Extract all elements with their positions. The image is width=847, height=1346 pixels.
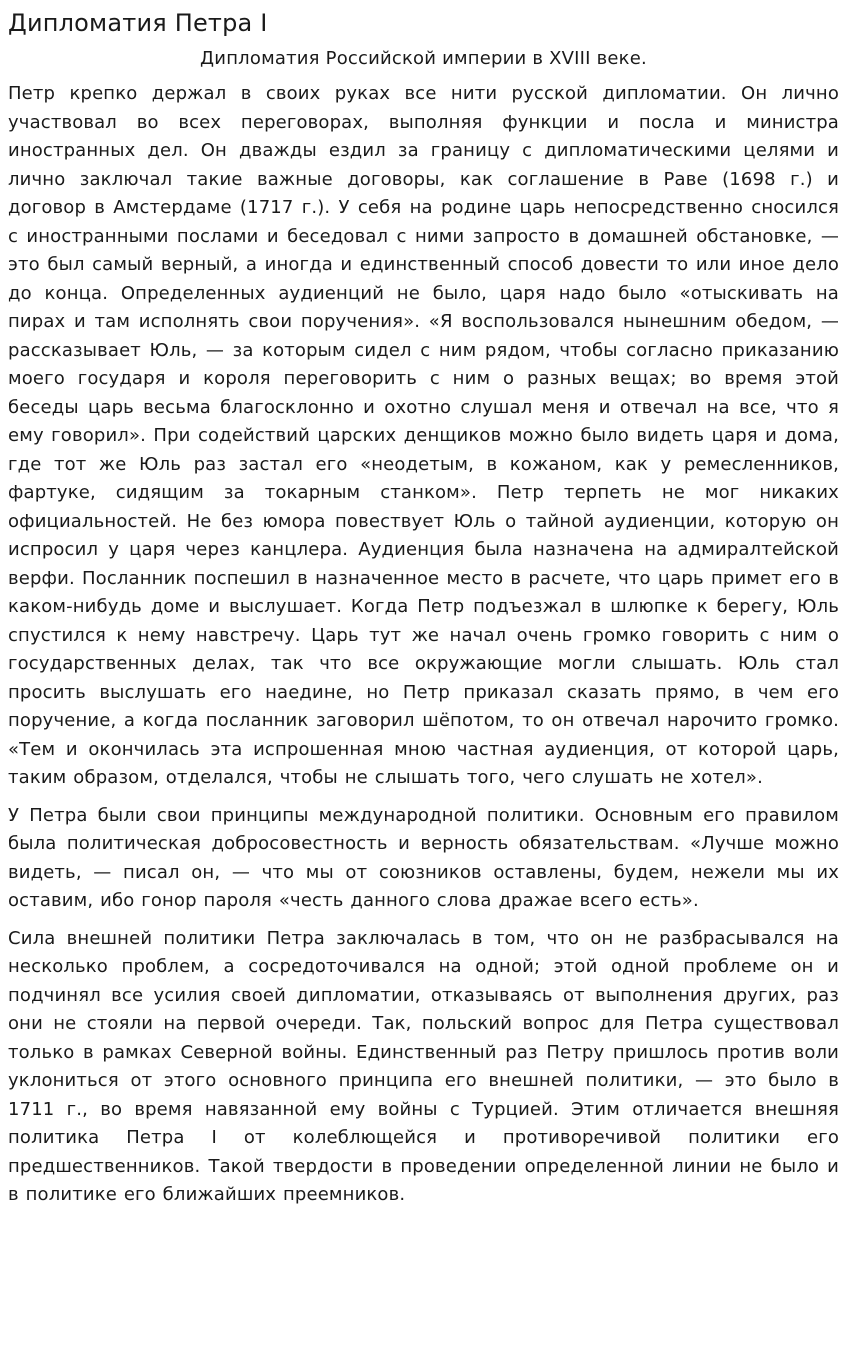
paragraph-2: У Петра были свои принципы международной политики. Основным его правилом была политическая добросовестность и верность обязательствам. «Лучше можно видеть, — писал он, — что мы от союзников оставлены, будем, нежели мы их оставим, ибо гонор пароля «честь данного слова дражае всего есть». (8, 804, 839, 911)
page-title: Дипломатия Петра I (8, 9, 268, 37)
paragraph-3: Сила внешней политики Петра заключалась в том, что он не разбрасывался на несколько проблем, а сосредоточивался на одной; этой одной проблеме он и подчинял все усилия своей дипломатии, отказываясь от выполнения других, раз они не стояли на первой очереди. Так, польский вопрос для Петра существовал только в рамках Северной войны. Единственный раз Петру пришлось против воли уклониться от этого основного принципа его внешней политики, — это было в 1711 г., во время навязанной ему войны с Турцией. Этим отличается внешняя политика Петра I от колеблющейся и противоречивой политики его предшественников. Такой твердости в проведении определенной линии не было и в политике его ближайших преемников. (8, 927, 839, 1205)
paragraph-1: Петр крепко держал в своих руках все нити русской дипломатии. Он лично участвовал во всех переговорах, выполняя функции и посла и министра иностранных дел. Он дважды ездил за границу с дипломатическими целями и лично заключал такие важные договоры, как соглашение в Раве (1698 г.) и договор в Амстердаме (1717 г.). У себя на родине царь непосредственно сносился с иностранными послами и беседовал с ними запросто в домашней обстановке, — это был самый верный, а иногда и единственный способ довести то или иное дело до конца. Определенных аудиенций не было, царя надо было «отыскивать на пирах и там исполнять свои поручения». «Я воспользовался нынешним обедом, — рассказывает Юль, — за которым сидел с ним рядом, чтобы согласно приказанию моего государя и короля переговорить с ним о разных вещах; во время этой беседы царь весьма благосклонно и охотно слушал меня и отвечал на все, что я ему говорил». При содействий царских денщиков можно было видеть царя и дома, где тот же Юль раз застал его «неодетым, в кожаном, как у ремесленников, фартуке, сидящим за токарным станком». Петр терпеть не мог никаких официальностей. Не без юмора повествует Юль о тайной аудиенции, которую он испросил у царя через канцлера. Аудиенция была назначена на адмиралтейской верфи. Посланник поспешил в назначенное место в расчете, что царь примет его в каком-нибудь доме и выслушает. Когда Петр подъезжал в шлюпке к берегу, Юль спустился к нему навстречу. Царь тут же начал очень громко говорить с ним о государственных делах, так что все окружающие могли слышать. Юль стал просить выслушать его наедине, но Петр приказал сказать прямо, в чем его поручение, а когда посланник заговорил шёпотом, то он отвечал нарочито громко. «Тем и окончилась эта испрошенная мною частная аудиенция, от которой царь, таким образом, отделался, чтобы не слышать того, чего слушать не хотел». (8, 83, 839, 788)
page-subtitle: Дипломатия Российской империи в XVIII веке. (200, 48, 647, 69)
